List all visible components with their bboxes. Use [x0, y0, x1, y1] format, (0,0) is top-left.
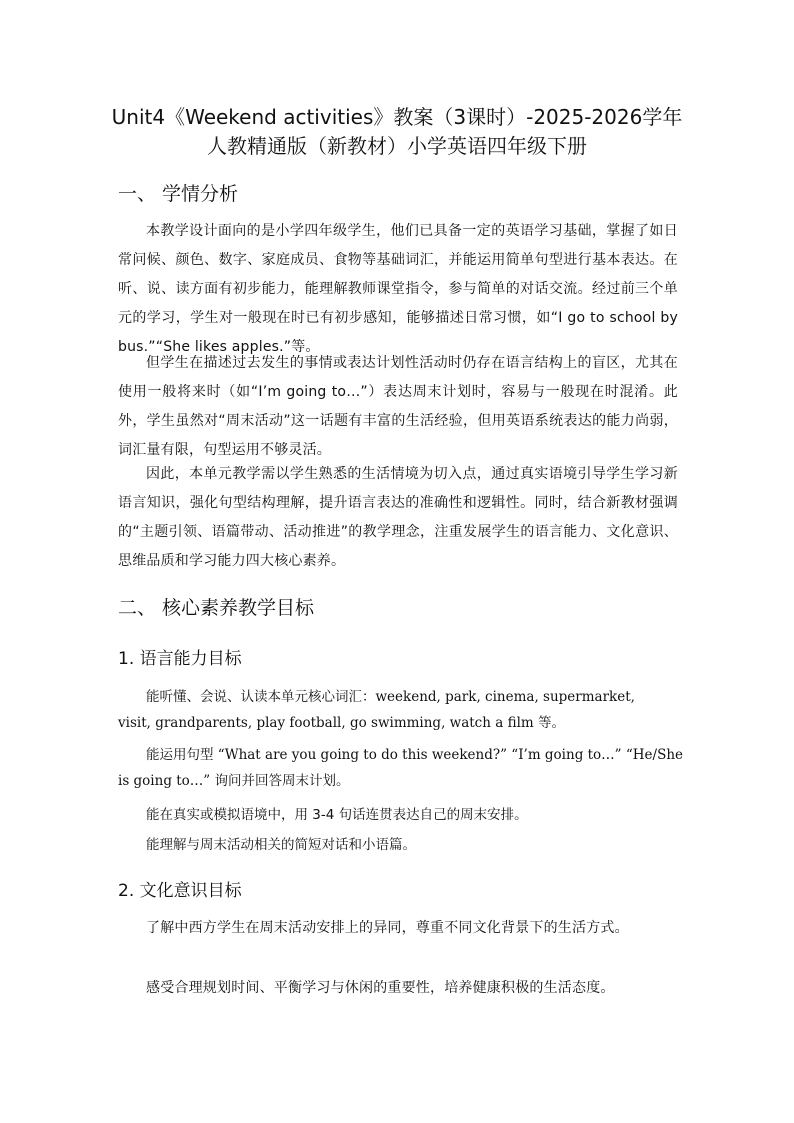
paragraph-teaching-approach: 因此，本单元教学需以学生熟悉的生活情境为切入点，通过真实语境引导学生学习新语言知识，强化句型结构理解，提升语言表达的准确性和逻辑性。同时，结合新教材强调的“主题引领、语篇带动、活动推进”的教学理念，注重发展学生的语言能力、文化意识、思维品质和学习能力四大核心素养。	[118, 466, 678, 569]
paragraph-cultural-differences: 了解中西方学生在周末活动安排上的异同，尊重不同文化背景下的生活方式。	[146, 920, 629, 936]
paragraph-learner-difficulties: 但学生在描述过去发生的事情或表达计划性活动时仍存在语言结构上的盲区，尤其在使用一般将来时（如“I’m going to…”）表达周末计划时，容易与一般现在时混淆。此外，学生虽然对“周末活动”这一话题有丰富的生活经验，但用英语系统表达的能力尚弱，词汇量有限，句型运用不够灵活。	[118, 355, 678, 458]
section-heading-learner-analysis: 一、 学情分析	[118, 183, 239, 205]
section-heading-core-objectives: 二、 核心素养教学目标	[118, 597, 315, 619]
objective-sentence-pattern-line-1: 能运用句型 “What are you going to do this weekend?” “I’m going to…” “He/She	[146, 747, 684, 763]
document-title-line-2: 人教精通版（新教材）小学英语四年级下册	[207, 134, 587, 158]
document-title-line-1: Unit4《Weekend activities》教案（3课时）-2025-2026学年	[111, 105, 683, 129]
objective-vocabulary-line-2: visit, grandparents, play football, go swimming, watch a film 等。	[118, 715, 565, 731]
paragraph-learner-background: 本教学设计面向的是小学四年级学生，他们已具备一定的英语学习基础，掌握了如日常问候、颜色、数字、家庭成员、食物等基础词汇，并能运用简单句型进行基本表达。在听、说、读方面有初步能力，能理解教师课堂指令，参与简单的对话交流。经过前三个单元的学习，学生对一般现在时已有初步感知，能够描述日常习惯，如“I go to school by bus.”“She likes apples.”等。	[118, 223, 678, 355]
subheading-cultural-awareness: 2. 文化意识目标	[118, 881, 242, 901]
objective-expression: 能在真实或模拟语境中，用 3-4 句话连贯表达自己的周末安排。	[146, 807, 528, 823]
subheading-language-ability: 1. 语言能力目标	[118, 649, 242, 669]
paragraph-healthy-lifestyle: 感受合理规划时间、平衡学习与休闲的重要性，培养健康积极的生活态度。	[146, 980, 615, 996]
objective-sentence-pattern-line-2: is going to…” 询问并回答周末计划。	[118, 773, 350, 789]
objective-vocabulary-line-1: 能听懂、会说、认读本单元核心词汇：weekend, park, cinema, supermarket,	[146, 689, 635, 705]
objective-comprehension: 能理解与周末活动相关的简短对话和小语篇。	[146, 837, 416, 853]
